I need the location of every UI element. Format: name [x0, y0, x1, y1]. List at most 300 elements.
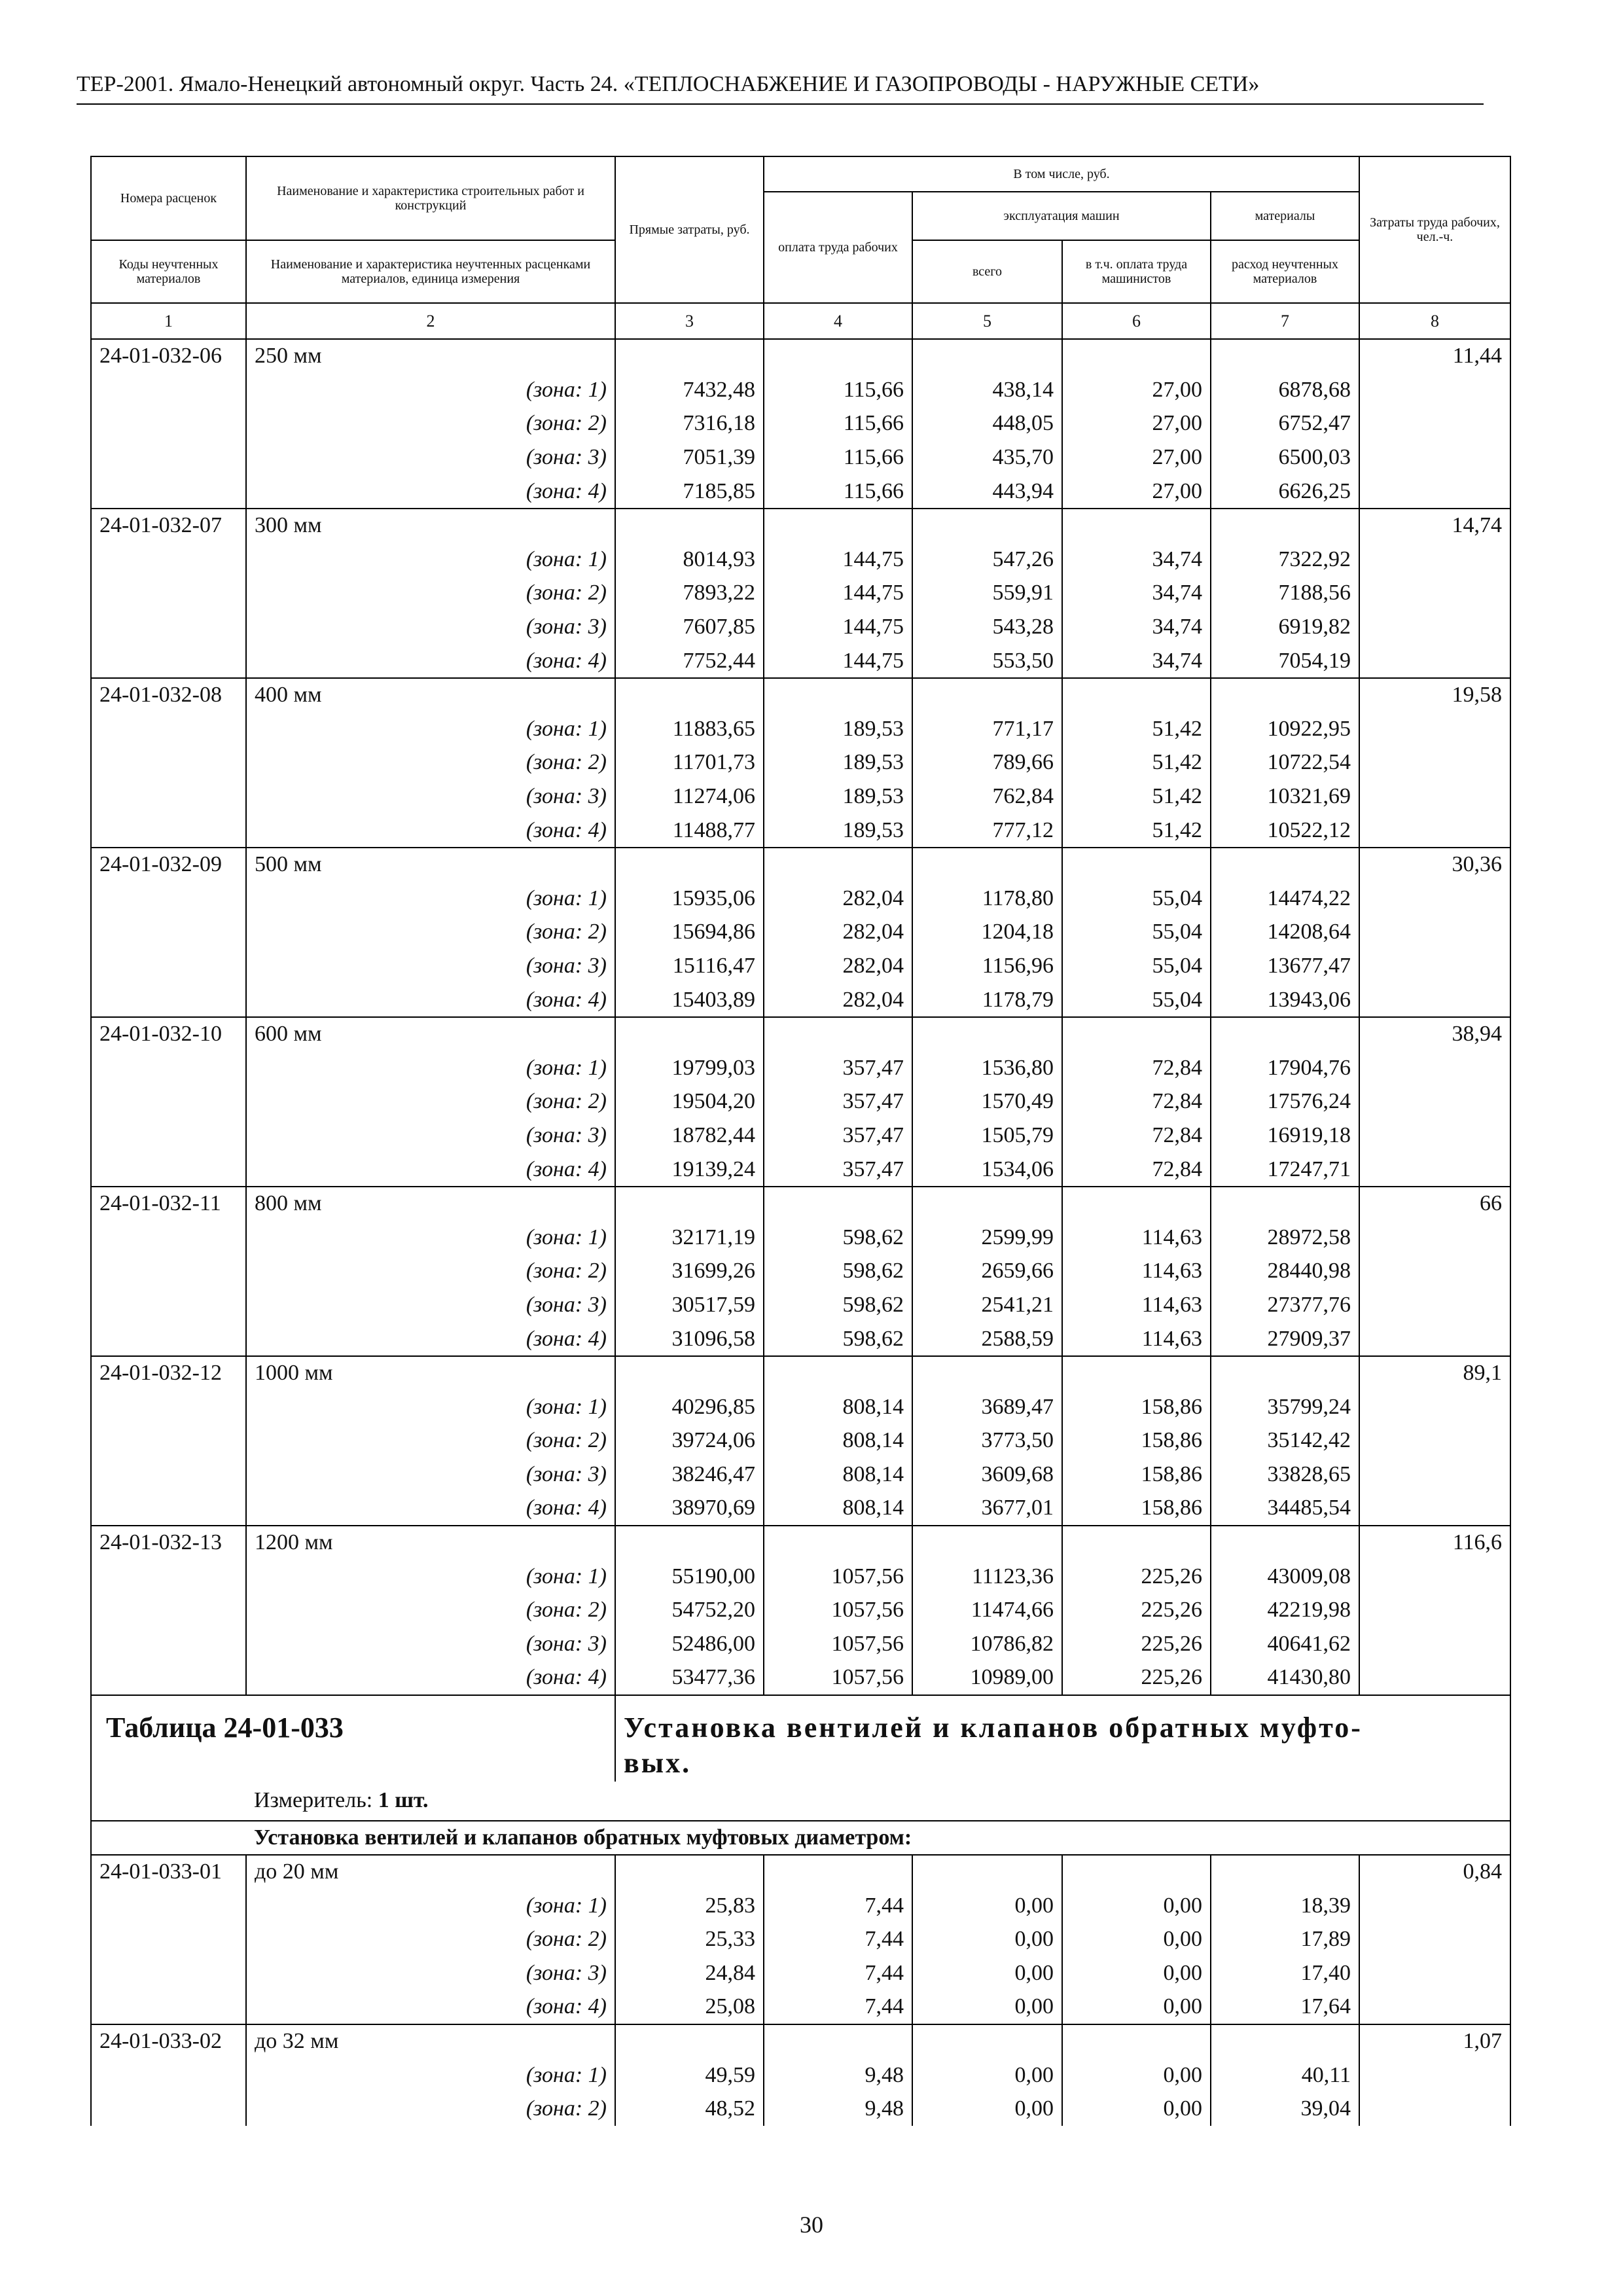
labor-cost: 30,36: [1359, 848, 1510, 882]
empty-cell: [1359, 1221, 1510, 1255]
empty-cell: [91, 780, 246, 814]
machines-pay: 55,04: [1062, 949, 1211, 983]
direct-cost: 38970,69: [615, 1492, 764, 1526]
empty-cell: [91, 1990, 246, 2024]
materials: 28440,98: [1211, 1255, 1359, 1289]
zone-row: [91, 780, 1510, 814]
labor-pay: 282,04: [764, 949, 912, 983]
zone-label: (зона: 3): [246, 1119, 615, 1153]
empty-cell: [1359, 1593, 1510, 1627]
materials: 34485,54: [1211, 1492, 1359, 1526]
empty-cell: [1062, 2024, 1211, 2058]
machines-pay: 72,84: [1062, 1119, 1211, 1153]
rate-code: 24-01-032-11: [91, 1187, 246, 1221]
zone-row: [91, 712, 1510, 746]
labor-pay: 189,53: [764, 712, 912, 746]
materials: 14474,22: [1211, 882, 1359, 916]
materials: 43009,08: [1211, 1560, 1359, 1594]
empty-cell: [1359, 1956, 1510, 1990]
direct-cost: 7752,44: [615, 644, 764, 678]
labor-pay: 115,66: [764, 373, 912, 407]
labor-pay: 144,75: [764, 610, 912, 644]
empty-cell: [764, 339, 912, 373]
materials: 13677,47: [1211, 949, 1359, 983]
labor-pay: 357,47: [764, 1085, 912, 1119]
empty-cell: [1359, 543, 1510, 577]
empty-cell: [91, 373, 246, 407]
empty-cell: [615, 1187, 764, 1221]
empty-cell: [1359, 644, 1510, 678]
labor-pay: 144,75: [764, 644, 912, 678]
zone-label: (зона: 2): [246, 746, 615, 780]
zone-label: (зона: 3): [246, 949, 615, 983]
materials: 17904,76: [1211, 1051, 1359, 1085]
zone-row: [91, 440, 1510, 475]
zone-row: [91, 1922, 1510, 1956]
zone-row: [91, 882, 1510, 916]
labor-cost: 66: [1359, 1187, 1510, 1221]
machines-total: 553,50: [912, 644, 1062, 678]
machines-pay: 158,86: [1062, 1424, 1211, 1458]
machines-total: 0,00: [912, 1956, 1062, 1990]
empty-cell: [764, 1855, 912, 1889]
zone-row: [91, 1085, 1510, 1119]
zone-label: (зона: 4): [246, 1322, 615, 1356]
empty-cell: [91, 1922, 246, 1956]
rate-name: 1000 мм: [246, 1356, 615, 1390]
materials: 35142,42: [1211, 1424, 1359, 1458]
empty-cell: [91, 475, 246, 509]
empty-cell: [615, 509, 764, 543]
machines-pay: 55,04: [1062, 983, 1211, 1017]
direct-cost: 7185,85: [615, 475, 764, 509]
empty-cell: [1359, 2092, 1510, 2126]
empty-cell: [615, 1356, 764, 1390]
zone-row: [91, 1627, 1510, 1661]
page-header: ТЕР-2001. Ямало-Ненецкий автономный округ. Часть 24. «ТЕПЛОСНАБЖЕНИЕ И ГАЗОПРОВОДЫ - НАРУЖНЫЕ СЕТИ»: [77, 72, 1260, 96]
empty-cell: [1359, 373, 1510, 407]
direct-cost: 7316,18: [615, 407, 764, 441]
zone-label: (зона: 1): [246, 1889, 615, 1923]
machines-total: 11474,66: [912, 1593, 1062, 1627]
empty-cell: [91, 1051, 246, 1085]
zone-label: (зона: 3): [246, 1627, 615, 1661]
rate-group-row: [91, 2024, 1510, 2058]
empty-cell: [764, 2024, 912, 2058]
materials: 18,39: [1211, 1889, 1359, 1923]
rate-group-row: [91, 1526, 1510, 1560]
materials: 35799,24: [1211, 1390, 1359, 1424]
rates-table: [90, 156, 1511, 2126]
rate-group-row: [91, 848, 1510, 882]
rate-name: 800 мм: [246, 1187, 615, 1221]
empty-cell: [764, 1017, 912, 1051]
direct-cost: 40296,85: [615, 1390, 764, 1424]
empty-cell: [91, 610, 246, 644]
machines-pay: 158,86: [1062, 1492, 1211, 1526]
empty-cell: [615, 1855, 764, 1889]
labor-pay: 808,14: [764, 1390, 912, 1424]
machines-total-header: всего: [912, 240, 1062, 303]
col-number: 7: [1211, 303, 1359, 339]
zone-row: [91, 2092, 1510, 2126]
machines-pay: 0,00: [1062, 2092, 1211, 2126]
rate-name: 500 мм: [246, 848, 615, 882]
zone-label: (зона: 1): [246, 1051, 615, 1085]
machines-total: 438,14: [912, 373, 1062, 407]
empty-cell: [1359, 1085, 1510, 1119]
empty-cell: [91, 746, 246, 780]
empty-cell: [91, 644, 246, 678]
empty-cell: [1359, 1922, 1510, 1956]
direct-cost: 31699,26: [615, 1255, 764, 1289]
empty-cell: [1211, 1187, 1359, 1221]
zone-label: (зона: 3): [246, 1458, 615, 1492]
empty-cell: [1359, 780, 1510, 814]
empty-cell: [1359, 407, 1510, 441]
zone-label: (зона: 4): [246, 1990, 615, 2024]
rate-name: до 32 мм: [246, 2024, 615, 2058]
materials: 40,11: [1211, 2058, 1359, 2092]
table-033-body: [91, 1855, 1510, 2126]
rate-code: 24-01-032-10: [91, 1017, 246, 1051]
direct-cost: 31096,58: [615, 1322, 764, 1356]
col-number: 1: [91, 303, 246, 339]
empty-cell: [1211, 339, 1359, 373]
empty-cell: [764, 848, 912, 882]
labor-pay: 144,75: [764, 543, 912, 577]
col-number: 8: [1359, 303, 1510, 339]
empty-cell: [912, 2024, 1062, 2058]
rate-code: 24-01-032-06: [91, 339, 246, 373]
empty-cell: [1359, 916, 1510, 950]
zone-row: [91, 644, 1510, 678]
empty-cell: [1359, 1889, 1510, 1923]
machines-total: 3677,01: [912, 1492, 1062, 1526]
table-032-body: [91, 339, 1510, 1695]
empty-cell: [91, 1956, 246, 1990]
machines-pay: 72,84: [1062, 1051, 1211, 1085]
empty-cell: [91, 1661, 246, 1695]
empty-cell: [91, 577, 246, 611]
materials: 7322,92: [1211, 543, 1359, 577]
empty-cell: [1359, 1390, 1510, 1424]
labor-pay: 598,62: [764, 1288, 912, 1322]
zone-row: [91, 543, 1510, 577]
machines-pay: 55,04: [1062, 882, 1211, 916]
rate-group-row: [91, 1187, 1510, 1221]
machines-total: 559,91: [912, 577, 1062, 611]
empty-cell: [1359, 1560, 1510, 1594]
machines-total: 2588,59: [912, 1322, 1062, 1356]
direct-cost: 11701,73: [615, 746, 764, 780]
machines-pay: 27,00: [1062, 440, 1211, 475]
empty-cell: [91, 1593, 246, 1627]
zone-label: (зона: 1): [246, 373, 615, 407]
machines-total: 0,00: [912, 2092, 1062, 2126]
direct-cost: 19504,20: [615, 1085, 764, 1119]
empty-cell: [1359, 1627, 1510, 1661]
rate-code: 24-01-032-07: [91, 509, 246, 543]
zone-label: (зона: 1): [246, 1221, 615, 1255]
empty-cell: [1211, 1855, 1359, 1889]
zone-row: [91, 1889, 1510, 1923]
direct-cost: 15403,89: [615, 983, 764, 1017]
labor-pay: 189,53: [764, 746, 912, 780]
empty-cell: [1359, 1051, 1510, 1085]
empty-cell: [1211, 2024, 1359, 2058]
machines-total: 3773,50: [912, 1424, 1062, 1458]
zone-row: [91, 1956, 1510, 1990]
zone-label: (зона: 2): [246, 2092, 615, 2126]
materials: 7188,56: [1211, 577, 1359, 611]
zone-label: (зона: 2): [246, 1593, 615, 1627]
direct-cost: 8014,93: [615, 543, 764, 577]
machines-pay: 114,63: [1062, 1288, 1211, 1322]
zone-row: [91, 1492, 1510, 1526]
zone-row: [91, 1560, 1510, 1594]
direct-cost: 49,59: [615, 2058, 764, 2092]
page-number: 30: [800, 2212, 823, 2238]
labor-cost: 14,74: [1359, 509, 1510, 543]
zone-label: (зона: 3): [246, 1956, 615, 1990]
machines-total: 789,66: [912, 746, 1062, 780]
empty-cell: [91, 1560, 246, 1594]
empty-cell: [1211, 1017, 1359, 1051]
empty-cell: [91, 712, 246, 746]
rate-group-row: [91, 1017, 1510, 1051]
materials: 6878,68: [1211, 373, 1359, 407]
empty-cell: [1062, 1017, 1211, 1051]
machines-total: 1570,49: [912, 1085, 1062, 1119]
machines-pay: 51,42: [1062, 712, 1211, 746]
machines-pay: 51,42: [1062, 814, 1211, 848]
labor-pay: 598,62: [764, 1322, 912, 1356]
direct-cost: 52486,00: [615, 1627, 764, 1661]
table-033-label: Таблица 24-01-033: [106, 1711, 344, 1744]
machines-pay: 34,74: [1062, 577, 1211, 611]
labor-pay: 189,53: [764, 814, 912, 848]
empty-cell: [91, 1153, 246, 1187]
zone-label: (зона: 1): [246, 882, 615, 916]
materials: 10922,95: [1211, 712, 1359, 746]
zone-label: (зона: 1): [246, 712, 615, 746]
machines-pay: 0,00: [1062, 1990, 1211, 2024]
labor-cost: 116,6: [1359, 1526, 1510, 1560]
direct-cost: 7607,85: [615, 610, 764, 644]
zone-row: [91, 1593, 1510, 1627]
empty-cell: [91, 1492, 246, 1526]
labor-pay: 357,47: [764, 1051, 912, 1085]
empty-cell: [91, 1458, 246, 1492]
zone-row: [91, 1255, 1510, 1289]
empty-cell: [1062, 1356, 1211, 1390]
materials: 7054,19: [1211, 644, 1359, 678]
machines-total: 771,17: [912, 712, 1062, 746]
rate-group-row: [91, 509, 1510, 543]
labor-pay: 7,44: [764, 1889, 912, 1923]
materials: 27909,37: [1211, 1322, 1359, 1356]
materials: 6626,25: [1211, 475, 1359, 509]
rate-code: 24-01-032-12: [91, 1356, 246, 1390]
materials: 41430,80: [1211, 1661, 1359, 1695]
direct-cost: 11883,65: [615, 712, 764, 746]
empty-cell: [91, 2092, 246, 2126]
rate-code: 24-01-033-02: [91, 2024, 246, 2058]
machines-total: 0,00: [912, 1889, 1062, 1923]
machines-total: 2599,99: [912, 1221, 1062, 1255]
zone-row: [91, 577, 1510, 611]
empty-cell: [91, 1119, 246, 1153]
empty-cell: [764, 678, 912, 712]
rate-code: 24-01-032-08: [91, 678, 246, 712]
machines-pay: 34,74: [1062, 644, 1211, 678]
zone-row: [91, 1458, 1510, 1492]
machines-pay: 72,84: [1062, 1153, 1211, 1187]
labor-pay: 7,44: [764, 1922, 912, 1956]
zone-row: [91, 1051, 1510, 1085]
machines-pay: 0,00: [1062, 1956, 1211, 1990]
zone-label: (зона: 2): [246, 916, 615, 950]
labor-pay: 9,48: [764, 2092, 912, 2126]
machines-pay: 27,00: [1062, 373, 1211, 407]
col-number: 3: [615, 303, 764, 339]
empty-cell: [912, 1017, 1062, 1051]
labor-pay: 357,47: [764, 1119, 912, 1153]
machines-pay: 51,42: [1062, 780, 1211, 814]
machines-total: 1536,80: [912, 1051, 1062, 1085]
materials: 17,89: [1211, 1922, 1359, 1956]
labor-pay: 808,14: [764, 1492, 912, 1526]
empty-cell: [1211, 678, 1359, 712]
empty-cell: [912, 678, 1062, 712]
machines-pay: 34,74: [1062, 610, 1211, 644]
section-title: Установка вентилей и клапанов обратных муфтовых диаметром:: [246, 1821, 1510, 1855]
materials: 17,64: [1211, 1990, 1359, 2024]
direct-cost: 19799,03: [615, 1051, 764, 1085]
labor-pay: 115,66: [764, 407, 912, 441]
materials: 42219,98: [1211, 1593, 1359, 1627]
empty-cell: [91, 1085, 246, 1119]
direct-cost: 15694,86: [615, 916, 764, 950]
labor-pay: 7,44: [764, 1990, 912, 2024]
empty-cell: [615, 1526, 764, 1560]
labor-pay: 144,75: [764, 577, 912, 611]
direct-cost: 11274,06: [615, 780, 764, 814]
empty-cell: [1359, 746, 1510, 780]
direct-cost: 25,33: [615, 1922, 764, 1956]
col1-top-header: Номера расценок: [91, 156, 246, 240]
empty-cell: [1359, 1492, 1510, 1526]
machines-pay: 158,86: [1062, 1458, 1211, 1492]
empty-cell: [912, 339, 1062, 373]
machines-pay: 225,26: [1062, 1560, 1211, 1594]
labor-pay: 1057,56: [764, 1661, 912, 1695]
empty-cell: [1062, 1526, 1211, 1560]
empty-cell: [91, 1288, 246, 1322]
machines-total: 1178,80: [912, 882, 1062, 916]
materials: 17,40: [1211, 1956, 1359, 1990]
empty-cell: [615, 339, 764, 373]
direct-cost: 24,84: [615, 1956, 764, 1990]
empty-cell: [1359, 1255, 1510, 1289]
empty-cell: [1359, 1288, 1510, 1322]
materials: 10522,12: [1211, 814, 1359, 848]
empty-cell: [912, 1356, 1062, 1390]
machines-total: 435,70: [912, 440, 1062, 475]
empty-cell: [1359, 1424, 1510, 1458]
zone-row: [91, 814, 1510, 848]
rate-name: 1200 мм: [246, 1526, 615, 1560]
empty-cell: [615, 2024, 764, 2058]
machines-pay: 27,00: [1062, 407, 1211, 441]
machines-total: 3609,68: [912, 1458, 1062, 1492]
zone-label: (зона: 4): [246, 983, 615, 1017]
direct-cost: 7893,22: [615, 577, 764, 611]
zone-label: (зона: 3): [246, 440, 615, 475]
zone-label: (зона: 4): [246, 475, 615, 509]
labor-pay: 598,62: [764, 1221, 912, 1255]
empty-cell: [1062, 1187, 1211, 1221]
col-number: 4: [764, 303, 912, 339]
labor-cost: 1,07: [1359, 2024, 1510, 2058]
empty-cell: [91, 983, 246, 1017]
empty-cell: [1359, 1661, 1510, 1695]
empty-cell: [91, 1255, 246, 1289]
empty-cell: [1211, 509, 1359, 543]
zone-label: (зона: 2): [246, 1922, 615, 1956]
direct-cost: 19139,24: [615, 1153, 764, 1187]
labor-cost: 19,58: [1359, 678, 1510, 712]
materials: 17576,24: [1211, 1085, 1359, 1119]
direct-cost: 55190,00: [615, 1560, 764, 1594]
machines-pay: 225,26: [1062, 1627, 1211, 1661]
empty-cell: [1359, 814, 1510, 848]
machines-total: 2541,21: [912, 1288, 1062, 1322]
machines-pay: 114,63: [1062, 1255, 1211, 1289]
empty-cell: [615, 678, 764, 712]
zone-label: (зона: 3): [246, 610, 615, 644]
zone-label: (зона: 1): [246, 1560, 615, 1594]
labor-pay: 189,53: [764, 780, 912, 814]
labor-pay: 808,14: [764, 1424, 912, 1458]
machines-total: 2659,66: [912, 1255, 1062, 1289]
empty-cell: [1359, 983, 1510, 1017]
machines-pay: 55,04: [1062, 916, 1211, 950]
empty-cell: [1359, 440, 1510, 475]
materials-header: материалы: [1211, 192, 1359, 240]
materials: 10722,54: [1211, 746, 1359, 780]
direct-cost: 7432,48: [615, 373, 764, 407]
machines-total: 547,26: [912, 543, 1062, 577]
materials: 16919,18: [1211, 1119, 1359, 1153]
col-number: 6: [1062, 303, 1211, 339]
machines-total: 543,28: [912, 610, 1062, 644]
zone-row: [91, 475, 1510, 509]
empty-cell: [1211, 848, 1359, 882]
direct-cost: 39724,06: [615, 1424, 764, 1458]
rate-group-row: [91, 678, 1510, 712]
labor-cost: 89,1: [1359, 1356, 1510, 1390]
machines-total: 0,00: [912, 1922, 1062, 1956]
machines-pay: 0,00: [1062, 2058, 1211, 2092]
machines-total: 10786,82: [912, 1627, 1062, 1661]
materials: 6919,82: [1211, 610, 1359, 644]
labor-pay: 357,47: [764, 1153, 912, 1187]
machines-total: 1534,06: [912, 1153, 1062, 1187]
empty-cell: [1359, 1119, 1510, 1153]
zone-row: [91, 916, 1510, 950]
